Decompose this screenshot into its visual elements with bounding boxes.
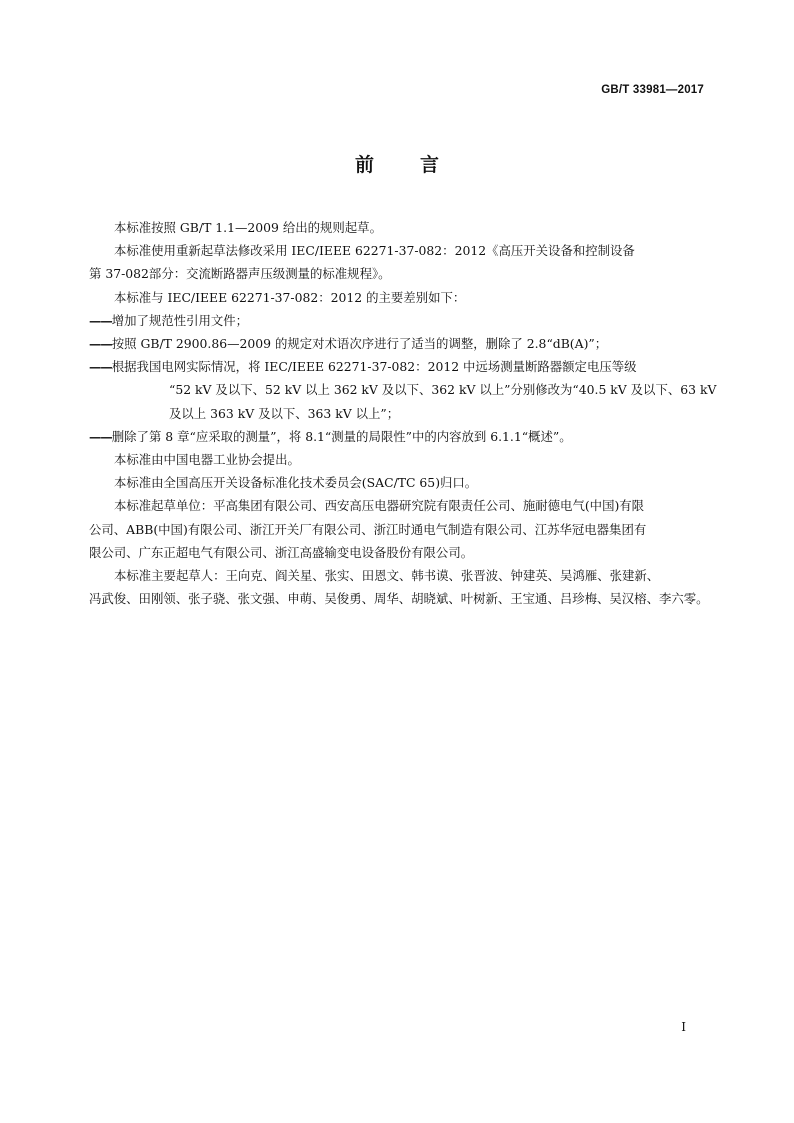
list-item-terms-order	[89, 332, 706, 355]
standard-code-header: GB/T 33981—2017	[601, 84, 704, 96]
paragraph-technical-committee: 本标准由全国高压开关设备标准化技术委员会(SAC/TC 65)归口。	[114, 475, 478, 491]
paragraph-drafting-units-line-2: 公司、ABB(中国)有限公司、浙江开关厂有限公司、浙江时通电气制造有限公司、江苏华冠电器集团有	[89, 521, 647, 537]
title-char-1: 前	[354, 154, 374, 176]
paragraph-adoption-line-2: 第 37-082部分：交流断路器声压级测量的标准规程》。	[89, 266, 391, 282]
dash-marker: ——	[89, 428, 112, 444]
paragraph-proposed-by: 本标准由中国电器工业协会提出。	[114, 452, 300, 468]
list-item-text: 删除了第 8 章“应采取的测量”，将 8.1“测量的局限性”中的内容放到 6.1.1“概述”。	[111, 428, 572, 444]
paragraph-drafters-line-2: 冯武俊、田刚领、张子骁、张文强、申萌、吴俊勇、周华、胡晓斌、叶树新、王宝通、吕珍梅、吴汉榕、李六零。	[89, 591, 709, 607]
paragraph-drafting-units-line-1: 本标准起草单位：平高集团有限公司、西安高压电器研究院有限责任公司、施耐德电气(中国)有限	[114, 498, 645, 514]
paragraph-drafters-line-1: 本标准主要起草人：王向克、阎关星、张实、田恩文、韩书谟、张晋波、钟建英、吴鸿雁、张建新、	[114, 568, 660, 584]
list-item-voltage-levels	[89, 355, 706, 378]
list-item-text: 根据我国电网实际情况，将 IEC/IEEE 62271-37-082：2012 中远场测量断路器额定电压等级	[111, 359, 637, 375]
list-item-chapter-8-removed	[89, 425, 706, 448]
dash-marker: ——	[89, 359, 112, 375]
paragraph-drafting-rules: 本标准按照 GB/T 1.1—2009 给出的规则起草。	[114, 220, 382, 235]
list-item-normative-references	[89, 309, 706, 332]
title-char-2: 言	[420, 154, 440, 176]
paragraph-adoption-line-1: 本标准使用重新起草法修改采用 IEC/IEEE 62271-37-082：2012《高压开关设备和控制设备	[114, 243, 635, 259]
dash-marker: ——	[89, 336, 112, 352]
list-item-voltage-levels-line-3: 及以上 363 kV 及以下、363 kV 以上”；	[169, 405, 400, 421]
list-item-voltage-levels-line-2: “52 kV 及以下、52 kV 以上 362 kV 及以下、362 kV 以上”分别修改为“40.5 kV 及以下、63 kV	[169, 382, 717, 398]
paragraph-differences-intro: 本标准与 IEC/IEEE 62271-37-082：2012 的主要差别如下：	[114, 289, 466, 305]
foreword-body	[89, 216, 717, 610]
dash-marker: ——	[89, 312, 112, 328]
page-title	[0, 150, 794, 177]
page-number: I	[681, 1020, 686, 1034]
list-item-text: 按照 GB/T 2900.86—2009 的规定对术语次序进行了适当的调整，删除了 2.8“dB(A)”；	[111, 336, 608, 352]
list-item-text: 增加了规范性引用文件；	[111, 312, 249, 328]
paragraph-drafting-units-line-3: 限公司、广东正超电气有限公司、浙江高盛输变电设备股份有限公司。	[89, 544, 474, 560]
